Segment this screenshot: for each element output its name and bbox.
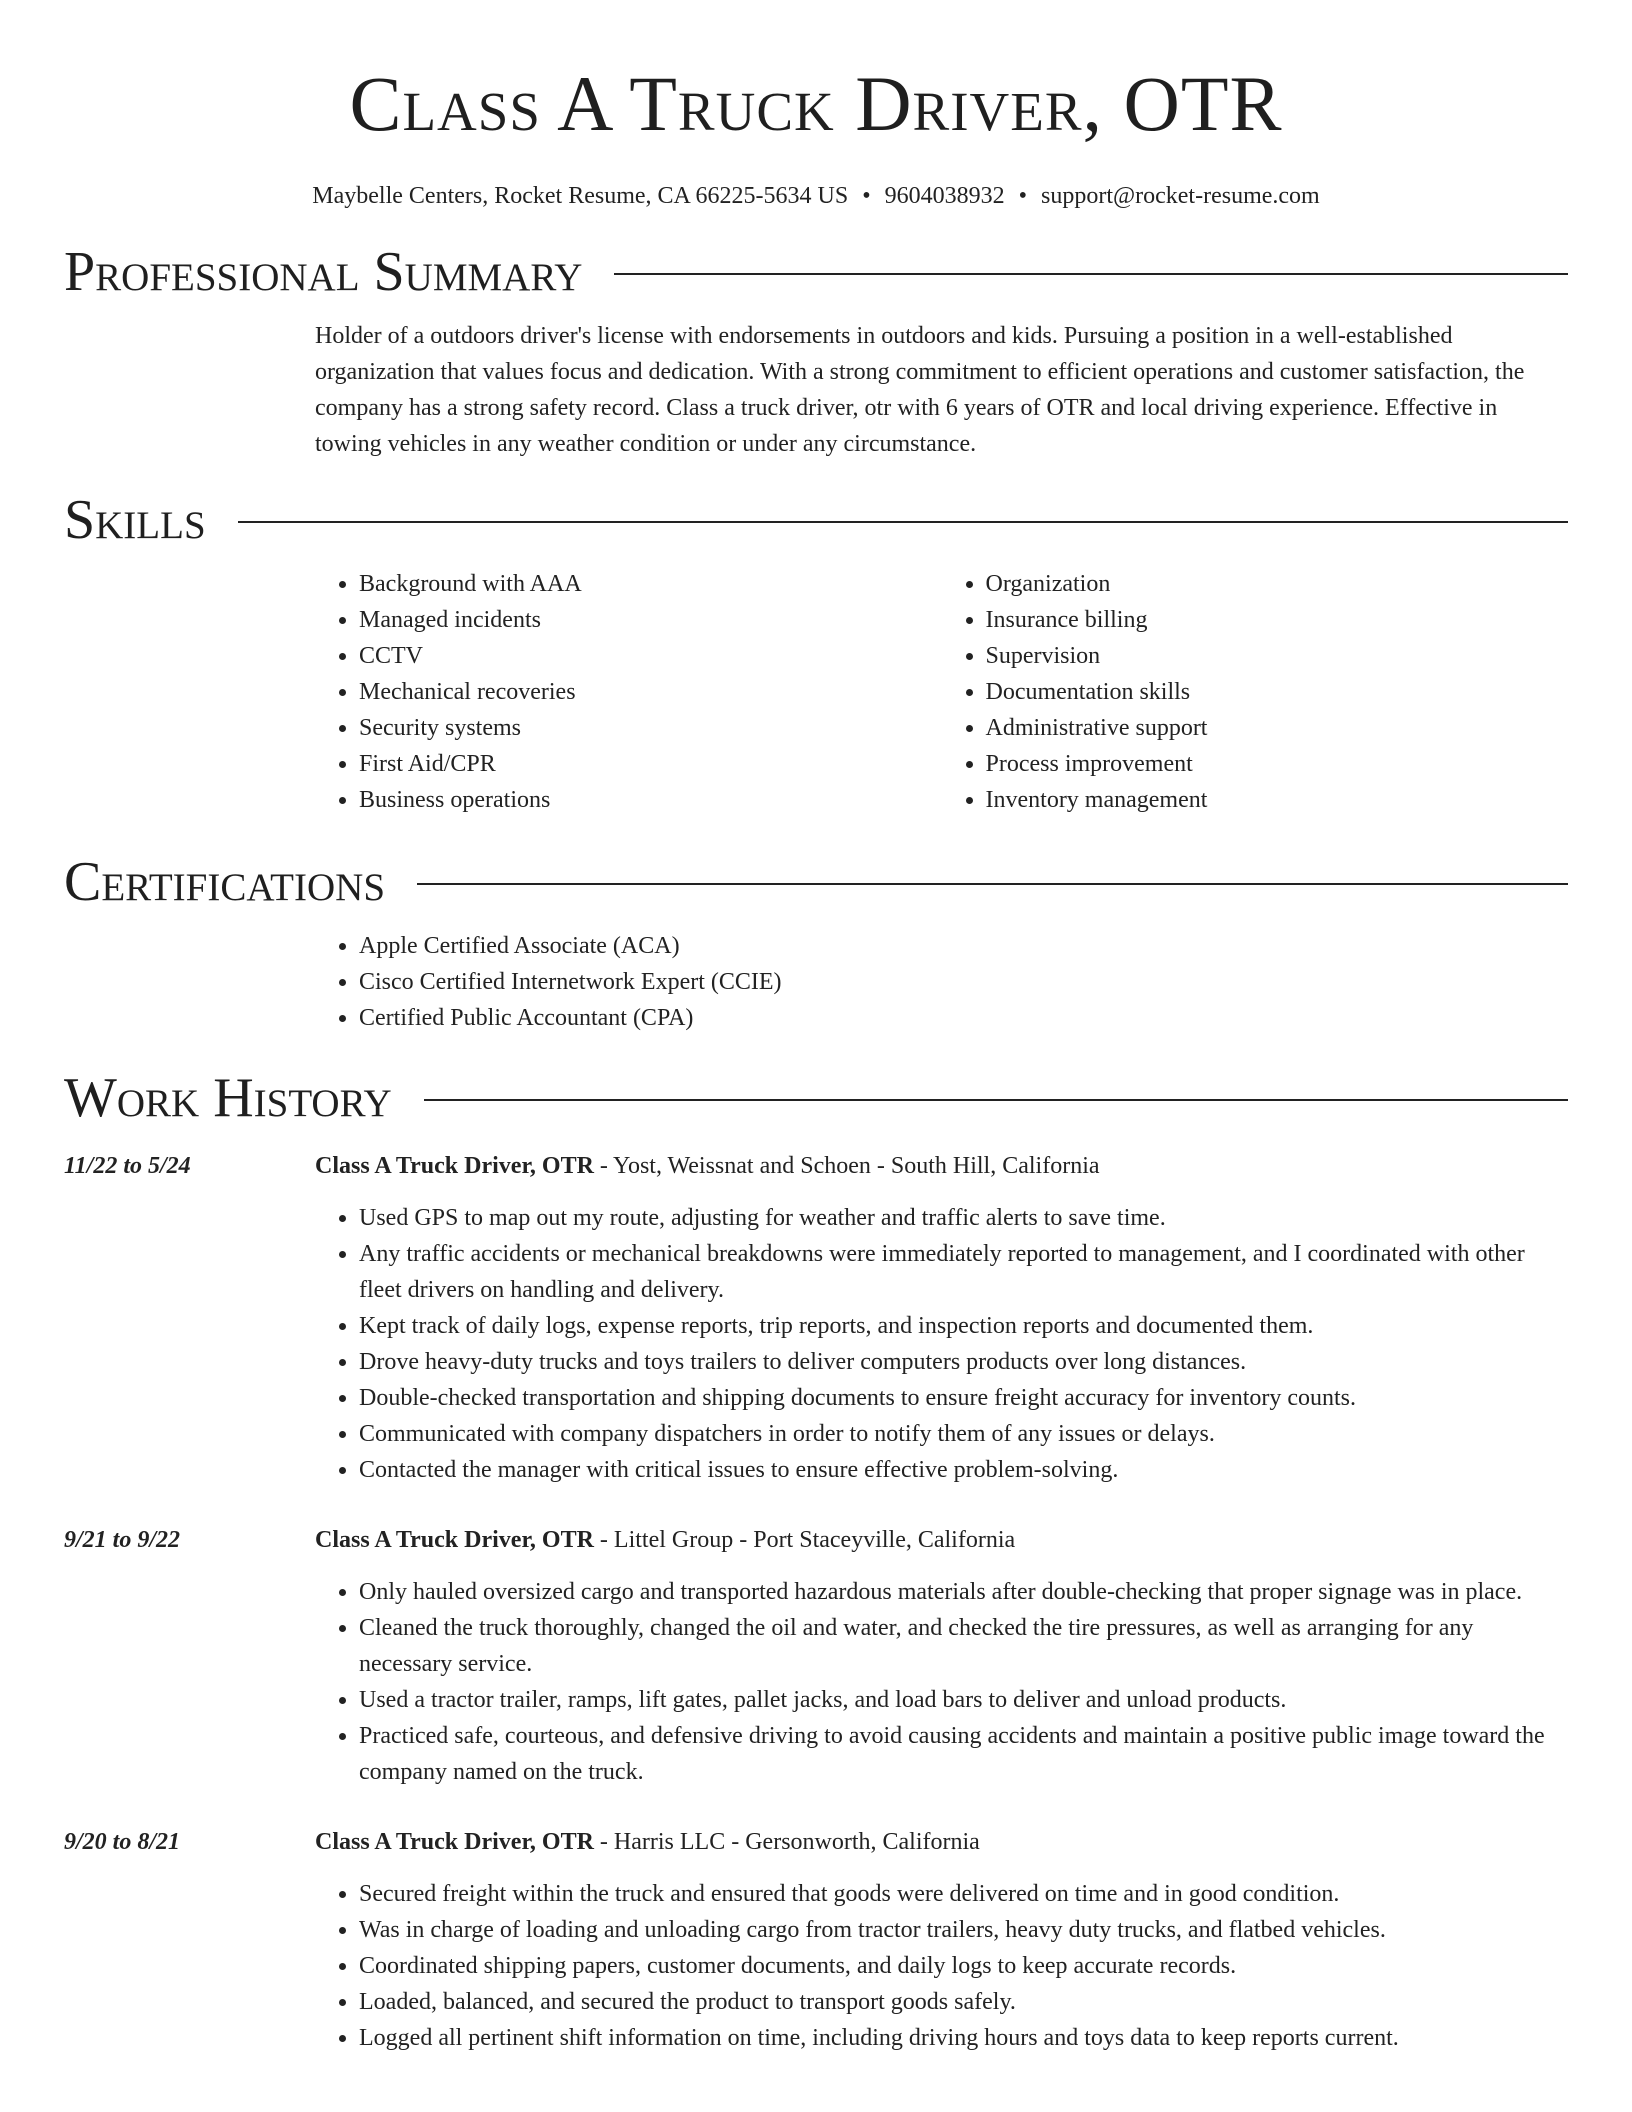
contact-separator: • — [1018, 183, 1028, 209]
job-duty: • Used GPS to map out my route, adjusting for weather and traffic alerts to save time. — [359, 1200, 1568, 1236]
certifications-heading: Certifications — [64, 851, 386, 913]
job-title-line — [315, 1824, 1568, 1860]
skill-item: • Documentation skills — [986, 674, 1569, 710]
job-duty: • Used a tractor trailer, ramps, lift gates, pallet jacks, and load bars to deliver and unload products. — [359, 1682, 1568, 1718]
summary-text: Holder of a outdoors driver's license with endorsements in outdoors and kids. Pursuing a position in a well-established organization that values focus and dedication. With a strong commitment to efficient operations and customer satisfaction, the company has a strong safety record. Class a truck driver, otr with 6 years of OTR and local driving experience. Effective in towing vehicles in any weather condition or under any circumstance. — [315, 323, 1525, 457]
job-duty: • Communicated with company dispatchers in order to notify them of any issues or delays. — [359, 1416, 1568, 1452]
job-entry — [64, 1522, 1568, 1790]
resume-page — [64, 0, 1568, 2056]
candidate-name: Class A Truck Driver, OTR — [349, 60, 1283, 147]
contact-email: support@rocket-resume.com — [1041, 183, 1320, 209]
skill-item: • Security systems — [359, 710, 942, 746]
skill-item: • Administrative support — [986, 710, 1569, 746]
skill-item: • Insurance billing — [986, 602, 1569, 638]
job-duty: • Logged all pertinent shift information on time, including driving hours and toys data to keep reports current. — [359, 2020, 1568, 2056]
job-dates: 9/20 to 8/21 — [64, 1829, 181, 1855]
certification-item: • Cisco Certified Internetwork Expert (CCIE) — [359, 964, 1568, 1000]
job-employer: - Yost, Weissnat and Schoen - South Hill, California — [593, 1153, 1100, 1179]
skill-item: • CCTV — [359, 638, 942, 674]
job-duty: • Only hauled oversized cargo and transported hazardous materials after double-checking that proper signage was in place. — [359, 1574, 1568, 1610]
contact-separator: • — [862, 183, 871, 209]
skills-heading: Skills — [64, 489, 206, 551]
skill-item: • Business operations — [359, 782, 942, 818]
section-divider — [417, 883, 1568, 885]
work-heading: Work History — [64, 1067, 392, 1129]
contact-address: Maybelle Centers, Rocket Resume, CA 66225-5634 US — [312, 183, 849, 209]
certifications-bullets — [315, 928, 1568, 1036]
skills-column-left — [315, 566, 942, 818]
job-duties — [315, 1876, 1568, 2056]
job-body — [315, 1148, 1568, 1488]
job-employer: - Harris LLC - Gersonworth, California — [593, 1829, 980, 1855]
work-section-header — [64, 1066, 1568, 1130]
skills-section-header — [64, 488, 1568, 552]
job-duty: • Secured freight within the truck and ensured that goods were delivered on time and in good condition. — [359, 1876, 1568, 1912]
job-duty: • Any traffic accidents or mechanical breakdowns were immediately reported to management, and I coordinated with other fleet drivers on handling and delivery. — [359, 1236, 1568, 1308]
skill-item: • Organization — [986, 566, 1569, 602]
job-title: Class A Truck Driver, OTR — [315, 1527, 594, 1553]
job-duty: • Double-checked transportation and shipping documents to ensure freight accuracy for inventory counts. — [359, 1380, 1568, 1416]
skill-item: • Background with AAA — [359, 566, 942, 602]
job-dates: 9/21 to 9/22 — [64, 1527, 181, 1553]
section-divider — [614, 273, 1568, 275]
summary-heading: Professional Summary — [64, 241, 583, 303]
skill-item: • First Aid/CPR — [359, 746, 942, 782]
contact-line — [64, 180, 1568, 212]
job-body — [315, 1824, 1568, 2056]
job-duty: • Contacted the manager with critical issues to ensure effective problem-solving. — [359, 1452, 1568, 1488]
skill-item: • Supervision — [986, 638, 1569, 674]
section-divider — [424, 1099, 1568, 1101]
job-title-line — [315, 1148, 1568, 1184]
skill-item: • Inventory management — [986, 782, 1569, 818]
summary-section-header — [64, 240, 1568, 304]
job-duty: • Practiced safe, courteous, and defensive driving to avoid causing accidents and maintain a positive public image toward the company named on the truck. — [359, 1718, 1568, 1790]
job-entry — [64, 1148, 1568, 1488]
summary-section — [315, 318, 1568, 462]
skills-list — [315, 566, 1568, 818]
certification-item: • Certified Public Accountant (CPA) — [359, 1000, 1568, 1036]
certifications-section-header — [64, 850, 1568, 914]
job-duty: • Kept track of daily logs, expense reports, trip reports, and inspection reports and documented them. — [359, 1308, 1568, 1344]
skills-column-right — [942, 566, 1569, 818]
skill-item: • Process improvement — [986, 746, 1569, 782]
certifications-list — [315, 928, 1568, 1036]
job-dates: 11/22 to 5/24 — [64, 1153, 191, 1179]
section-divider — [238, 521, 1568, 523]
skill-item: • Managed incidents — [359, 602, 942, 638]
job-duty: • Was in charge of loading and unloading cargo from tractor trailers, heavy duty trucks, and flatbed vehicles. — [359, 1912, 1568, 1948]
job-duty: • Drove heavy-duty trucks and toys trailers to deliver computers products over long distances. — [359, 1344, 1568, 1380]
job-duty: • Cleaned the truck thoroughly, changed the oil and water, and checked the tire pressures, as well as arranging for any necessary service. — [359, 1610, 1568, 1682]
job-title: Class A Truck Driver, OTR — [315, 1829, 594, 1855]
job-entry — [64, 1824, 1568, 2056]
job-duty: • Loaded, balanced, and secured the product to transport goods safely. — [359, 1984, 1568, 2020]
skill-item: • Mechanical recoveries — [359, 674, 942, 710]
job-duties — [315, 1200, 1568, 1488]
job-duty: • Coordinated shipping papers, customer documents, and daily logs to keep accurate records. — [359, 1948, 1568, 1984]
job-duties — [315, 1574, 1568, 1790]
certification-item: • Apple Certified Associate (ACA) — [359, 928, 1568, 964]
job-body — [315, 1522, 1568, 1790]
job-title: Class A Truck Driver, OTR — [315, 1153, 594, 1179]
contact-phone: 9604038932 — [884, 183, 1005, 209]
job-title-line — [315, 1522, 1568, 1558]
job-employer: - Littel Group - Port Staceyville, California — [593, 1527, 1016, 1553]
